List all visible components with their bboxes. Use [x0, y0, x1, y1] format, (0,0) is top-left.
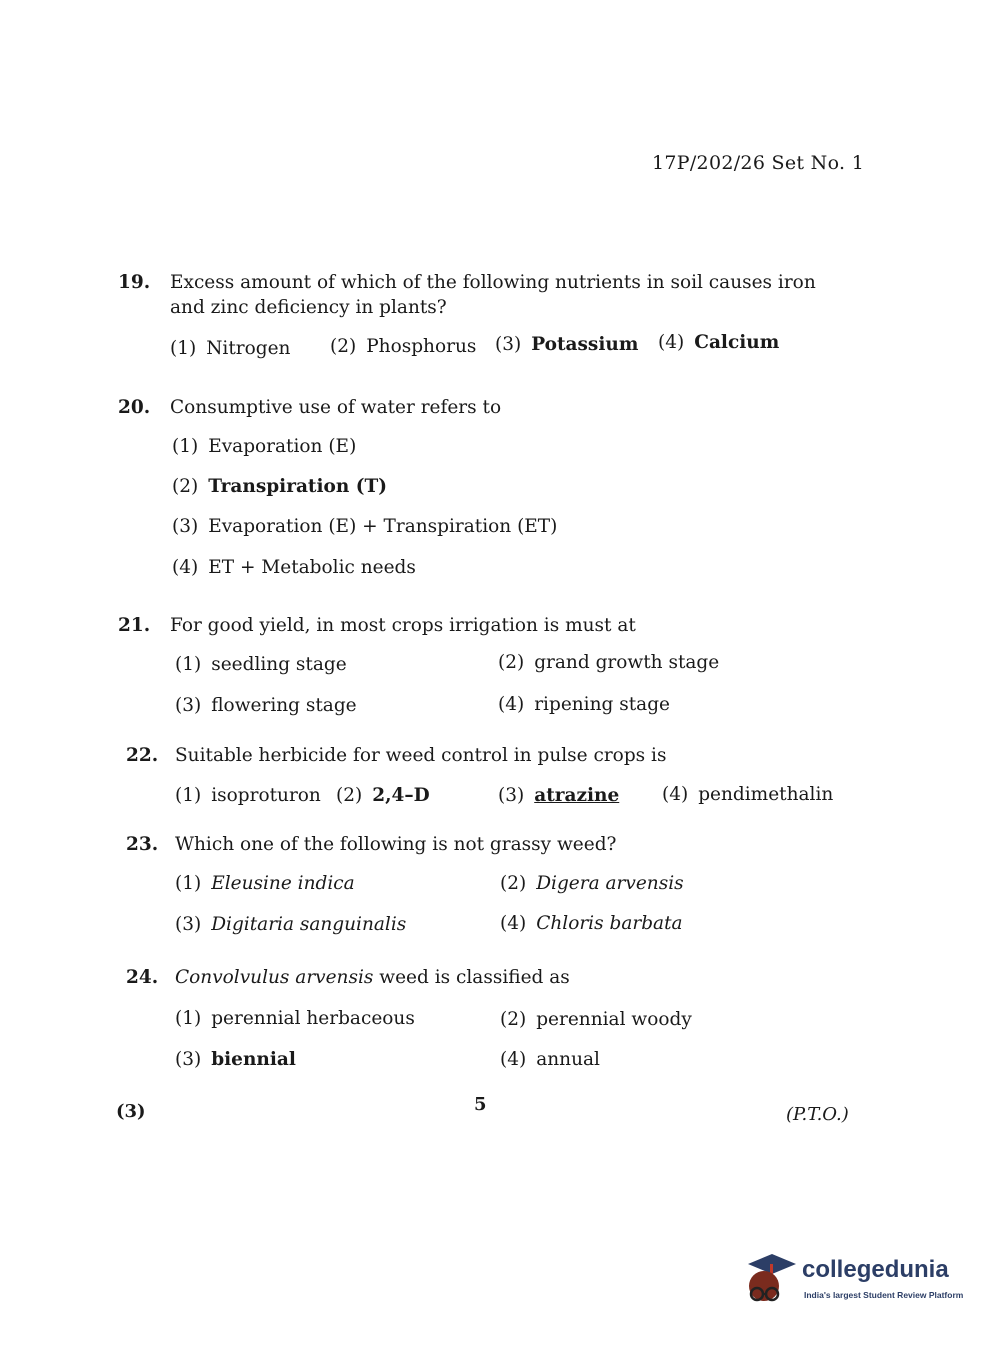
option-24-3: (3) biennial	[175, 1049, 296, 1070]
question-number: 23.	[126, 834, 159, 855]
question-text: Which one of the following is not grassy weed?	[175, 834, 617, 855]
option-21-2: (2) grand growth stage	[498, 652, 720, 673]
option-24-2: (2) perennial woody	[500, 1009, 692, 1030]
mascot-icon	[742, 1250, 800, 1310]
option-22-2: (2) 2,4–D	[336, 785, 430, 806]
question-number: 21.	[118, 615, 151, 636]
question-number: 24.	[126, 967, 159, 988]
question-text: Consumptive use of water refers to	[170, 397, 502, 418]
option-20-1: (1) Evaporation (E)	[172, 436, 357, 457]
option-19-1: (1) Nitrogen	[170, 338, 291, 359]
option-23-2: (2) Digera arvensis	[500, 873, 684, 894]
option-20-4: (4) ET + Metabolic needs	[172, 557, 416, 578]
question-text: Excess amount of which of the following nutrients in soil causes iron and zinc deficiency in plants?	[170, 272, 816, 318]
question-text: Convolvulus arvensis weed is classified as	[175, 967, 570, 988]
collegedunia-watermark	[742, 1250, 972, 1310]
option-24-4: (4) annual	[500, 1049, 600, 1070]
option-20-3: (3) Evaporation (E) + Transpiration (ET)	[172, 516, 558, 537]
option-22-3: (3) atrazine	[498, 785, 620, 806]
page-number: 5	[474, 1094, 487, 1115]
paper-code: 17P/202/26 Set No. 1	[652, 152, 865, 174]
option-19-4: (4) Calcium	[658, 332, 780, 353]
question-text: For good yield, in most crops irrigation is must at	[170, 615, 636, 636]
question-text: Suitable herbicide for weed control in pulse crops is	[175, 745, 667, 766]
option-21-4: (4) ripening stage	[498, 694, 670, 715]
option-23-3: (3) Digitaria sanguinalis	[175, 914, 407, 935]
option-19-2: (2) Phosphorus	[330, 336, 477, 357]
option-20-2: (2) Transpiration (T)	[172, 476, 388, 497]
question-number: 22.	[126, 745, 159, 766]
option-22-1: (1) isoproturon	[175, 785, 321, 806]
option-21-3: (3) flowering stage	[175, 695, 357, 716]
option-23-1: (1) Eleusine indica	[175, 873, 355, 894]
question-number: 20.	[118, 397, 151, 418]
footer-section-number: (3)	[116, 1101, 146, 1122]
option-21-1: (1) seedling stage	[175, 654, 347, 675]
option-22-4: (4) pendimethalin	[662, 784, 834, 805]
brand-name: collegedunia	[802, 1256, 949, 1283]
option-24-1: (1) perennial herbaceous	[175, 1008, 415, 1029]
question-number: 19.	[118, 272, 151, 293]
brand-tagline: India's largest Student Review Platform	[804, 1290, 964, 1300]
option-23-4: (4) Chloris barbata	[500, 913, 683, 934]
pto-label: (P.T.O.)	[786, 1104, 849, 1125]
option-19-3: (3) Potassium	[495, 334, 639, 355]
